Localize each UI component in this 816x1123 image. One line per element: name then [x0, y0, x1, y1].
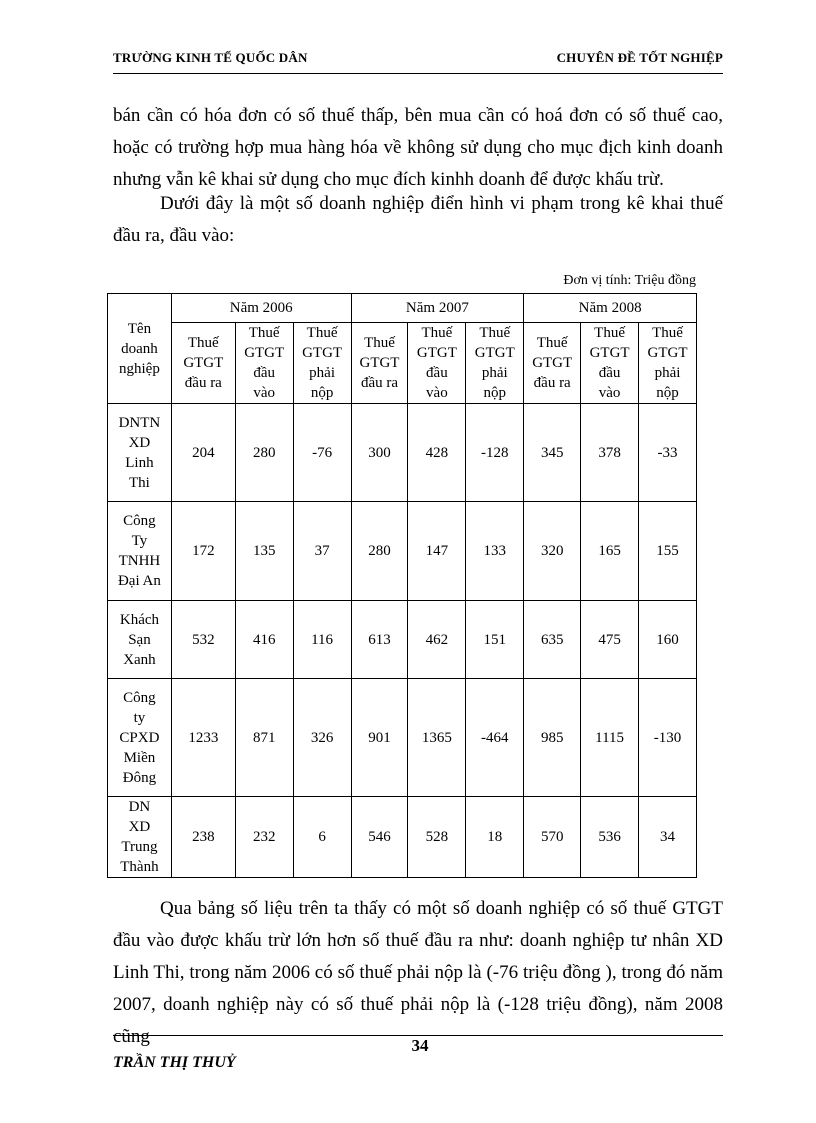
table-unit: Đơn vị tính: Triệu đồng: [563, 273, 696, 288]
company-name: Công ty CPXD Miền Đông: [108, 679, 172, 797]
table-cell: 280: [351, 502, 408, 601]
year-header: Năm 2008: [524, 294, 697, 323]
table-cell: 18: [466, 797, 524, 878]
company-name: Công Ty TNHH Đại An: [108, 502, 172, 601]
company-name: DN XD Trung Thành: [108, 797, 172, 878]
table-cell: 6: [293, 797, 351, 878]
table-row: [108, 404, 697, 502]
table-cell: 613: [351, 601, 408, 679]
table-cell: 147: [408, 502, 466, 601]
column-header-output-vat: Thuế GTGT đầu ra: [524, 323, 581, 404]
table-cell: -128: [466, 404, 524, 502]
table-cell: 320: [524, 502, 581, 601]
table-cell: 1233: [171, 679, 235, 797]
column-header-payable-vat: Thuế GTGT phải nộp: [639, 323, 697, 404]
table-cell: 232: [235, 797, 293, 878]
table-cell: 416: [235, 601, 293, 679]
table-cell: 1115: [581, 679, 639, 797]
year-header: Năm 2007: [351, 294, 524, 323]
header-divider: [113, 73, 723, 74]
table-cell: 475: [581, 601, 639, 679]
table-row: [108, 601, 697, 679]
table-cell: 345: [524, 404, 581, 502]
column-header-input-vat: Thuế GTGT đầu vào: [235, 323, 293, 404]
table-cell: 160: [639, 601, 697, 679]
column-header-input-vat: Thuế GTGT đầu vào: [408, 323, 466, 404]
column-header-output-vat: Thuế GTGT đầu ra: [351, 323, 408, 404]
table-cell: 326: [293, 679, 351, 797]
table-cell: 155: [639, 502, 697, 601]
header-title: CHUYÊN ĐỀ TỐT NGHIỆP: [556, 50, 723, 65]
table-cell: -33: [639, 404, 697, 502]
table-cell: -130: [639, 679, 697, 797]
year-header: Năm 2006: [171, 294, 351, 323]
company-header: Tên doanh nghiệp: [108, 294, 172, 404]
table-cell: 536: [581, 797, 639, 878]
table-cell: 985: [524, 679, 581, 797]
company-name: DNTN XD Linh Thi: [108, 404, 172, 502]
table-cell: 238: [171, 797, 235, 878]
paragraph-analysis: Qua bảng số liệu trên ta thấy có một số doanh nghiệp có số thuế GTGT đầu vào được khấu trừ lớn hơn số thuế đầu ra như: doanh nghiệp tư nhân XD Linh Thi, trong năm 2006 có số thuế phải nộp là (-76 triệu đồng ), trong đó năm 2007, doanh nghiệp này có số thuế phải nộp là (-128 triệu đồng), năm 2008 cũng: [113, 898, 723, 1047]
table-cell: -76: [293, 404, 351, 502]
table-row: [108, 679, 697, 797]
table-header-years: [108, 294, 697, 323]
table-cell: 151: [466, 601, 524, 679]
table-cell: 300: [351, 404, 408, 502]
table-cell: 135: [235, 502, 293, 601]
author-name: TRẦN THỊ THUỶ: [113, 1054, 236, 1071]
table-cell: 116: [293, 601, 351, 679]
table-cell: 635: [524, 601, 581, 679]
table-cell: 1365: [408, 679, 466, 797]
page-header: [113, 50, 723, 72]
table-cell: 37: [293, 502, 351, 601]
table-cell: -464: [466, 679, 524, 797]
table-cell: 570: [524, 797, 581, 878]
page-number: 34: [411, 1036, 429, 1055]
table-cell: 428: [408, 404, 466, 502]
company-name: Khách Sạn Xanh: [108, 601, 172, 679]
table-cell: 532: [171, 601, 235, 679]
table-cell: 280: [235, 404, 293, 502]
column-header-payable-vat: Thuế GTGT phải nộp: [466, 323, 524, 404]
column-header-output-vat: Thuế GTGT đầu ra: [171, 323, 235, 404]
table-cell: 462: [408, 601, 466, 679]
paragraph-intro: bán cần có hóa đơn có số thuế thấp, bên mua cần có hoá đơn có số thuế cao, hoặc có trường hợp mua hàng hóa về không sử dụng cho mục địch kinh doanh nhưng vẫn kê khai sử dụng cho mục đích kinhh doanh để được khấu trừ.: [113, 105, 723, 190]
table-row: [108, 797, 697, 878]
table-cell: 133: [466, 502, 524, 601]
tax-violation-table: [107, 293, 697, 878]
table-header-columns: [108, 323, 697, 404]
column-header-payable-vat: Thuế GTGT phải nộp: [293, 323, 351, 404]
table-cell: 34: [639, 797, 697, 878]
table-row: [108, 502, 697, 601]
table-cell: 901: [351, 679, 408, 797]
table-cell: 172: [171, 502, 235, 601]
table-cell: 528: [408, 797, 466, 878]
table-cell: 165: [581, 502, 639, 601]
table-cell: 378: [581, 404, 639, 502]
table-cell: 204: [171, 404, 235, 502]
table-cell: 546: [351, 797, 408, 878]
header-school: TRƯỜNG KINH TẾ QUỐC DÂN: [113, 50, 308, 65]
paragraph-table-lead: Dưới đây là một số doanh nghiệp điển hình vi phạm trong kê khai thuế đầu ra, đầu vào:: [113, 193, 723, 246]
column-header-input-vat: Thuế GTGT đầu vào: [581, 323, 639, 404]
table-cell: 871: [235, 679, 293, 797]
